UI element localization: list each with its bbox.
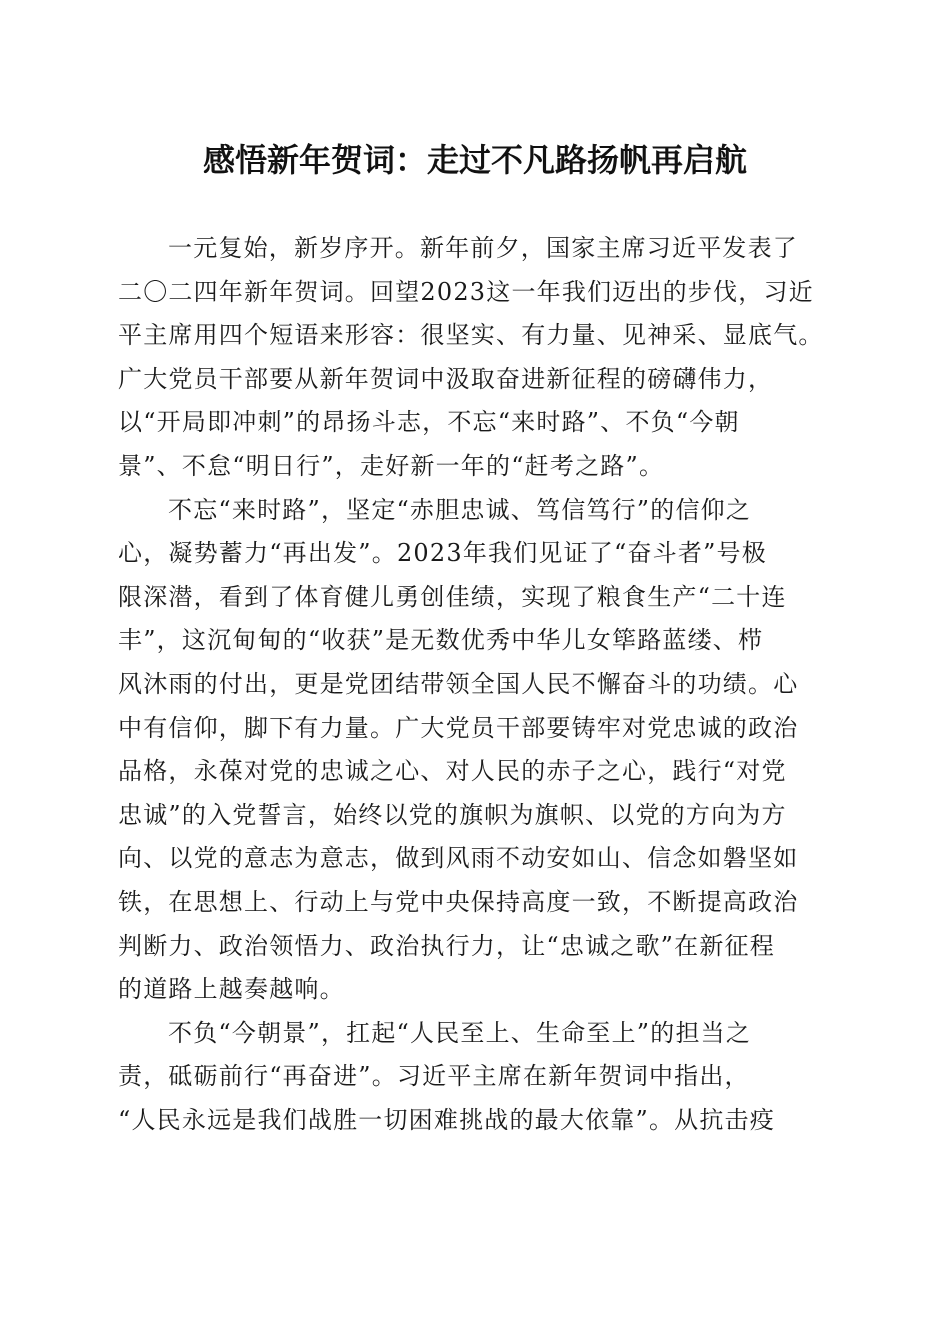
paragraph-2-line-9: 向、以党的意志为意志，做到风雨不动安如山、信念如磐坚如 bbox=[118, 844, 799, 873]
paragraph-3-line-2: 责，砥砺前行“再奋进”。习近平主席在新年贺词中指出， bbox=[118, 1062, 750, 1091]
paragraph-2-line-2: 心，凝势蓄力“再出发”。2023年我们见证了“奋斗者”号极 bbox=[118, 539, 767, 568]
document-title: 感悟新年贺词：走过不凡路扬帆再启航 bbox=[202, 141, 747, 179]
paragraph-1-line-6: 景”、不怠“明日行”，走好新一年的“赶考之路”。 bbox=[118, 451, 665, 480]
paragraph-1-line-1: 一元复始，新岁序开。新年前夕，国家主席习近平发表了 bbox=[168, 234, 798, 262]
paragraph-1-line-5: 以“开局即冲刺”的昂扬斗志，不忘“来时路”、不负“今朝 bbox=[118, 408, 740, 437]
paragraph-2-line-1: 不忘“来时路”，坚定“赤胆忠诚、笃信笃行”的信仰之 bbox=[168, 495, 752, 524]
paragraph-2-line-4: 丰”，这沉甸甸的“收获”是无数优秀中华儿女筚路蓝缕、栉 bbox=[118, 626, 764, 655]
paragraph-3-line-3: “人民永远是我们战胜一切困难挑战的最大依靠”。从抗击疫 bbox=[118, 1105, 775, 1134]
document-body bbox=[118, 228, 830, 1143]
paragraph-2-line-6: 中有信仰，脚下有力量。广大党员干部要铸牢对党忠诚的政治 bbox=[118, 713, 799, 742]
paragraph-2-line-3: 限深潜，看到了体育健儿勇创佳绩，实现了粮食生产“二十连 bbox=[118, 582, 787, 611]
paragraph-1-line-2: 二〇二四年新年贺词。回望2023这一年我们迈出的步伐，习近 bbox=[118, 277, 814, 306]
paragraph-2-line-8: 忠诚”的入党誓言，始终以党的旗帜为旗帜、以党的方向为方 bbox=[118, 800, 787, 829]
paragraph-2-line-7: 品格，永葆对党的忠诚之心、对人民的赤子之心，践行“对党 bbox=[118, 757, 787, 786]
paragraph-2-line-10: 铁，在思想上、行动上与党中央保持高度一致，不断提高政治 bbox=[118, 887, 799, 916]
paragraph-2-line-5: 风沐雨的付出，更是党团结带领全国人民不懈奋斗的功绩。心 bbox=[118, 669, 799, 698]
paragraph-2-line-11: 判断力、政治领悟力、政治执行力，让“忠诚之歌”在新征程 bbox=[118, 931, 775, 960]
paragraph-1-line-3: 平主席用四个短语来形容：很坚实、有力量、见神采、显底气。 bbox=[118, 321, 824, 350]
paragraph-2-line-12: 的道路上越奏越响。 bbox=[118, 975, 345, 1004]
paragraph-1-line-4: 广大党员干部要从新年贺词中汲取奋进新征程的磅礴伟力， bbox=[118, 364, 774, 393]
paragraph-3-line-1: 不负“今朝景”，扛起“人民至上、生命至上”的担当之 bbox=[168, 1018, 752, 1047]
